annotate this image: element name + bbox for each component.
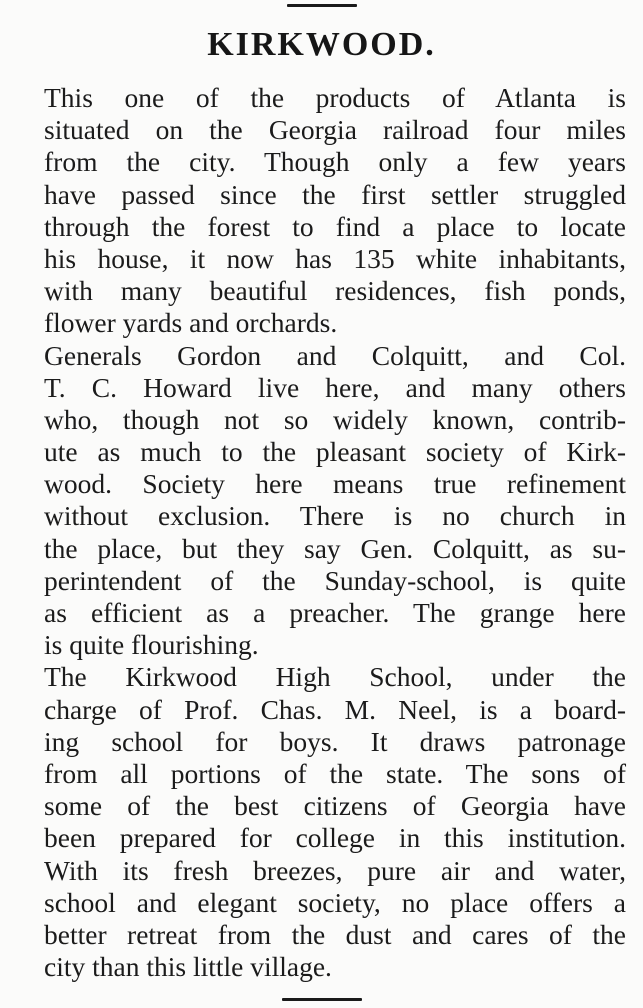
article-line: better retreat from the dust and cares of the	[44, 918, 626, 950]
article-line: perintendent of the Sunday-school, is quite	[44, 564, 626, 596]
article-body	[44, 82, 626, 983]
article-line: the place, but they say Gen. Colquitt, as su-	[44, 532, 626, 564]
article-line: from the city. Though only a few years	[44, 146, 626, 178]
article-line: Generals Gordon and Colquitt, and Col.	[44, 339, 626, 371]
article-headline: KIRKWOOD.	[207, 26, 436, 63]
article-line: charge of Prof. Chas. M. Neel, is a board-	[44, 693, 626, 725]
article-line: been prepared for college in this institution.	[44, 822, 626, 854]
article-line: flower yards and orchards.	[44, 307, 338, 339]
article-line: some of the best citizens of Georgia have	[44, 790, 626, 822]
article-line: With its fresh breezes, pure air and water,	[44, 854, 626, 886]
article-line: who, though not so widely known, contrib-	[44, 403, 626, 435]
bottom-rule	[282, 998, 362, 1001]
article-line: have passed since the first settler struggled	[44, 178, 626, 210]
article-line: wood. Society here means true refinement	[44, 468, 626, 500]
article-line: with many beautiful residences, fish ponds,	[44, 275, 626, 307]
article-line: without exclusion. There is no church in	[44, 500, 626, 532]
article-line: T. C. Howard live here, and many others	[44, 371, 626, 403]
article-line: city than this little village.	[44, 951, 332, 983]
article-line: This one of the products of Atlanta is	[44, 82, 626, 113]
article-line: his house, it now has 135 white inhabitants,	[44, 242, 626, 274]
article-line: ing school for boys. It draws patronage	[44, 725, 626, 757]
top-rule	[287, 4, 357, 7]
article-line: is quite flourishing.	[44, 629, 259, 661]
article-line: ute as much to the pleasant society of Kirk-	[44, 436, 626, 468]
article-line: situated on the Georgia railroad four miles	[44, 114, 626, 146]
article-line: from all portions of the state. The sons of	[44, 757, 626, 789]
article-line: through the forest to find a place to locate	[44, 210, 626, 242]
article-line: The Kirkwood High School, under the	[44, 661, 626, 693]
article-line: as efficient as a preacher. The grange here	[44, 597, 626, 628]
article-line: school and elegant society, no place offers a	[44, 886, 626, 918]
